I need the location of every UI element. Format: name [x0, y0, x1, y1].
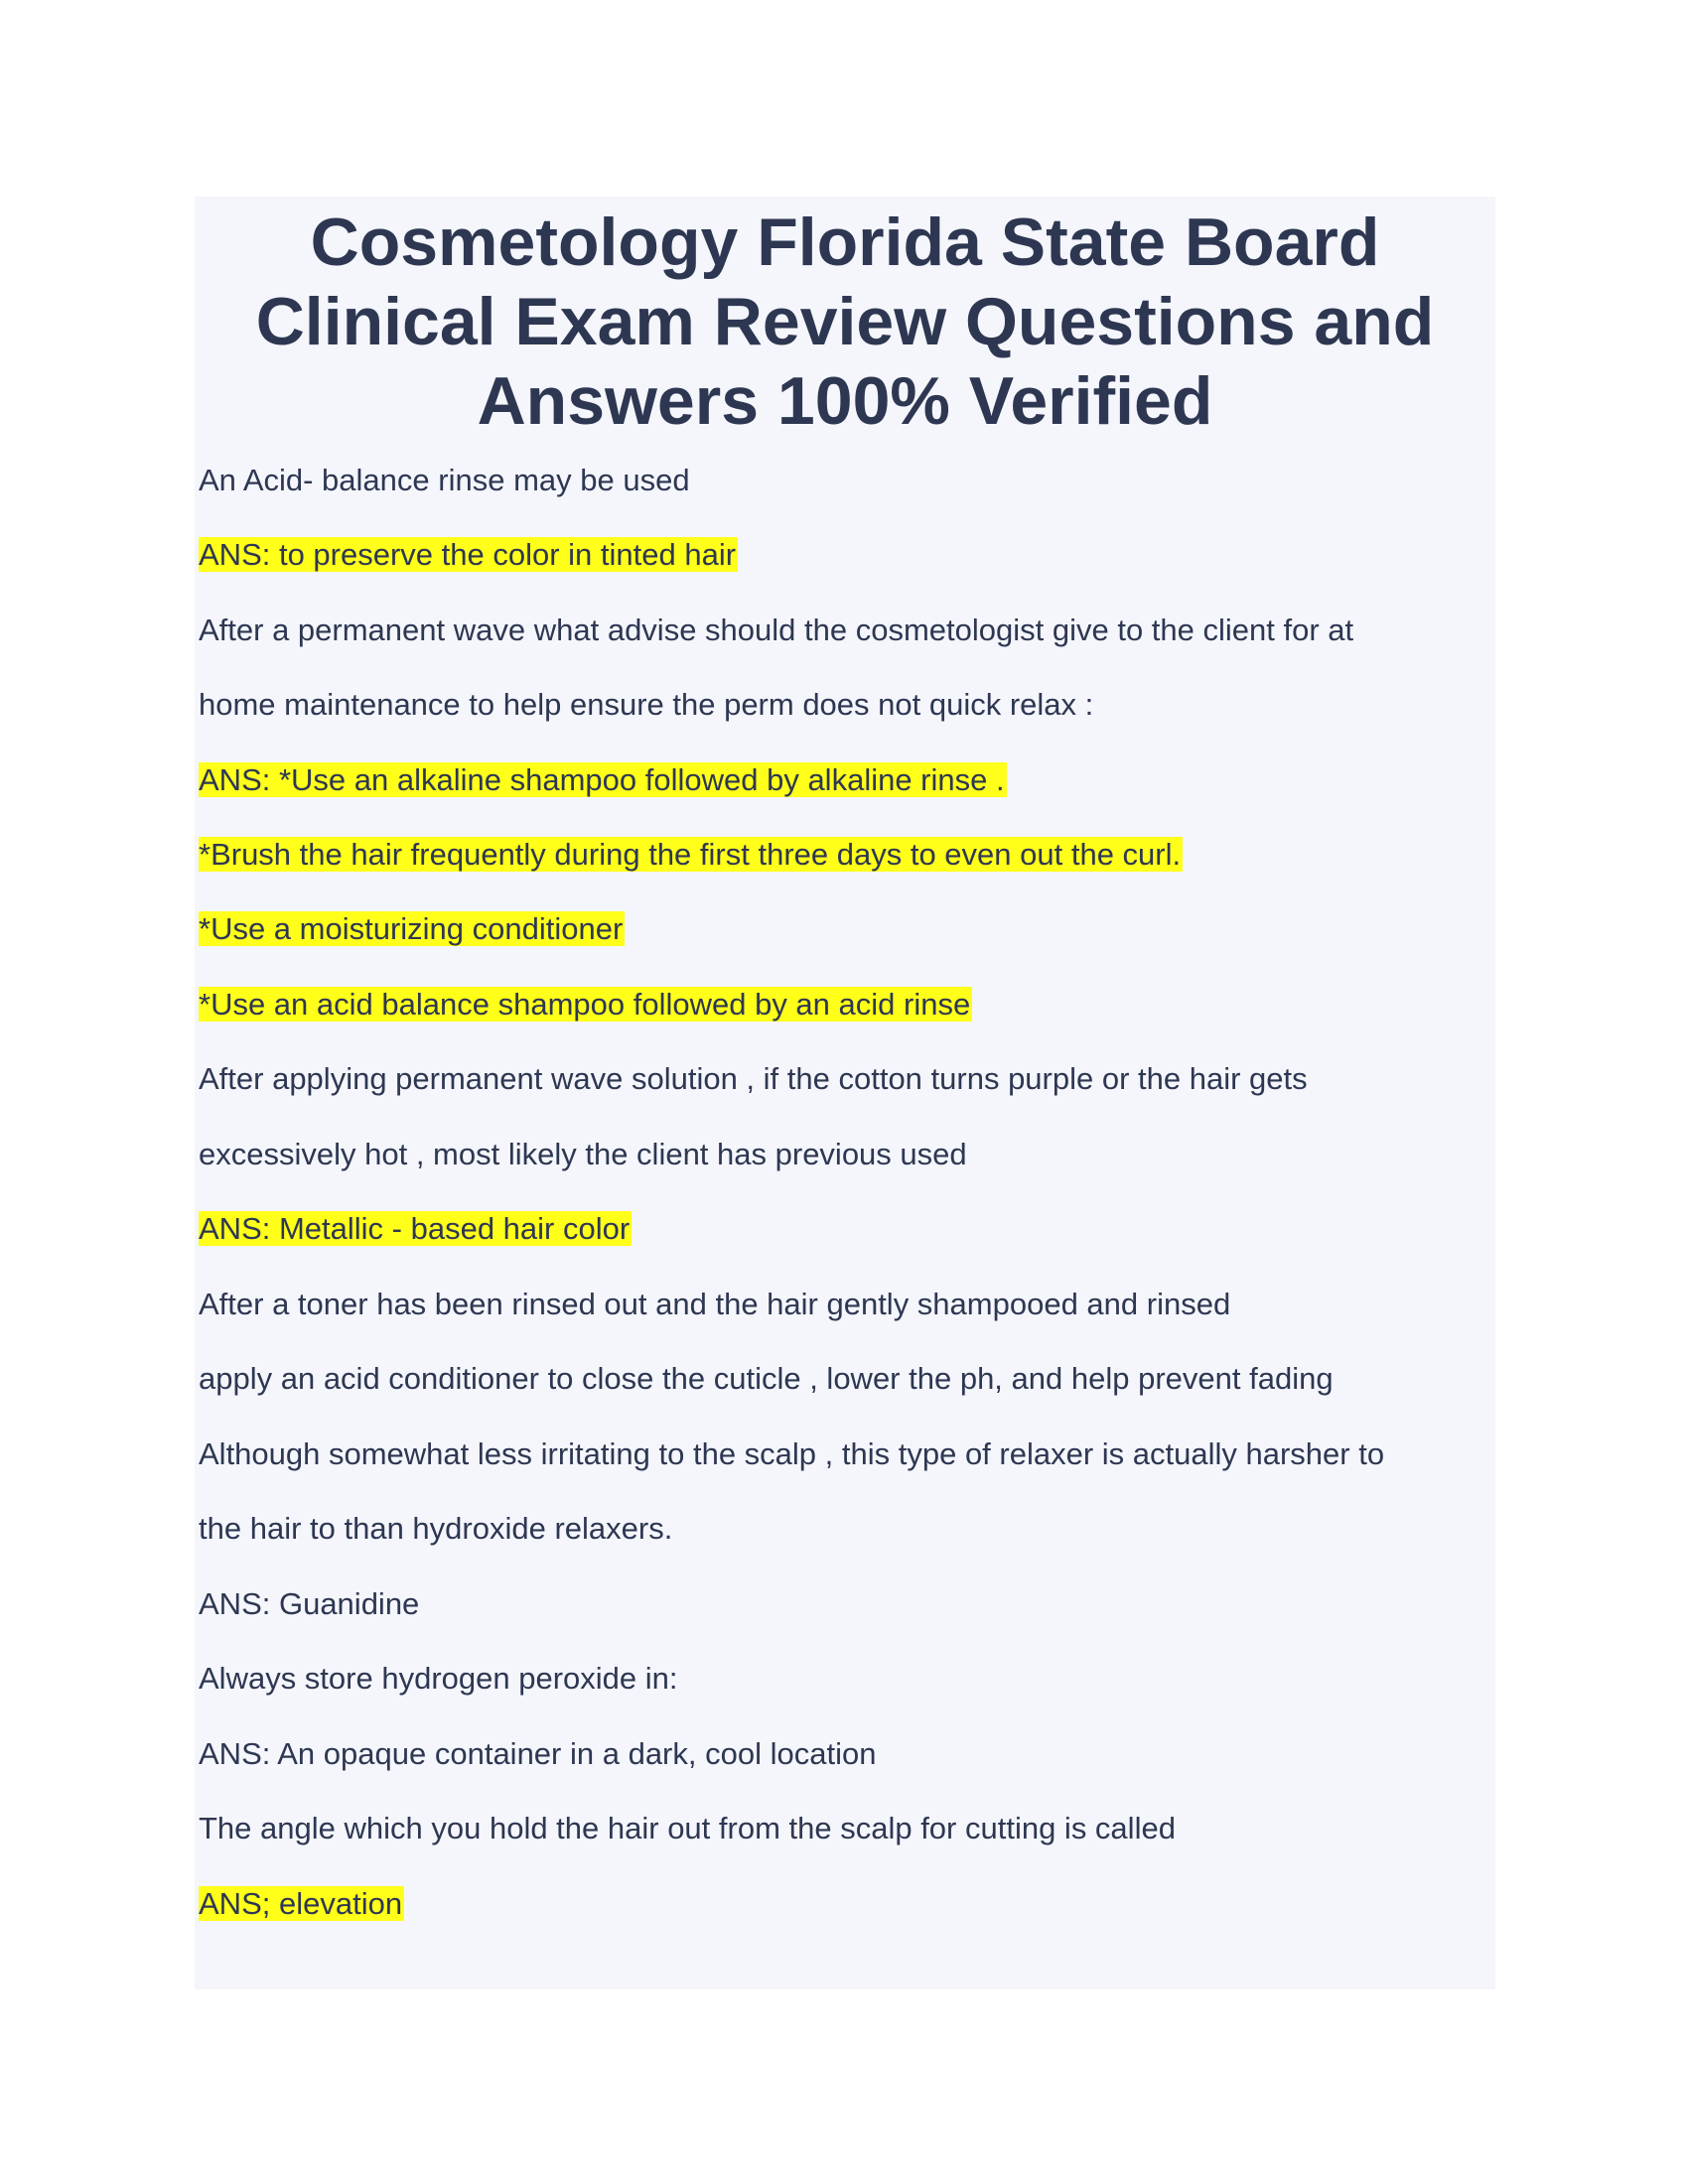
answer-text: ANS: Metallic - based hair color	[199, 1211, 631, 1246]
answer-text: apply an acid conditioner to close the cuticle , lower the ph, and help prevent fading	[199, 1361, 1334, 1396]
title-line-2: Clinical Exam Review Questions and	[255, 284, 1435, 359]
question-text: Although somewhat less irritating to the scalp , this type of relaxer is actually harsher to	[199, 1436, 1385, 1471]
question-text: The angle which you hold the hair out from the scalp for cutting is called	[199, 1811, 1176, 1845]
answer-text: *Use a moisturizing conditioner	[199, 911, 624, 946]
title-line-3: Answers 100% Verified	[477, 363, 1213, 439]
document-panel	[195, 197, 1495, 1989]
question-text: After a toner has been rinsed out and the hair gently shampooed and rinsed	[199, 1287, 1231, 1321]
title-line-1: Cosmetology Florida State Board	[310, 205, 1380, 280]
question-text: After a permanent wave what advise should the cosmetologist give to the client for at	[199, 613, 1354, 647]
document-title	[195, 197, 1495, 441]
answer-text: *Use an acid balance shampoo followed by an acid rinse	[199, 987, 971, 1022]
answer-text: ANS: Guanidine	[199, 1586, 420, 1621]
question-text: Always store hydrogen peroxide in:	[199, 1661, 678, 1696]
answer-text: *Brush the hair frequently during the first three days to even out the curl.	[199, 837, 1182, 872]
question-text: An Acid- balance rinse may be used	[199, 463, 690, 497]
question-text: After applying permanent wave solution , if the cotton turns purple or the hair gets	[199, 1061, 1308, 1096]
question-text: home maintenance to help ensure the perm does not quick relax :	[199, 687, 1094, 722]
answer-text: ANS: *Use an alkaline shampoo followed by alkaline rinse .	[199, 762, 1005, 797]
question-text: the hair to than hydroxide relaxers.	[199, 1511, 673, 1546]
answer-text: ANS: An opaque container in a dark, cool location	[199, 1736, 877, 1771]
answer-text: ANS: to preserve the color in tinted hair	[199, 537, 737, 572]
question-text: excessively hot , most likely the client has previous used	[199, 1137, 967, 1171]
answer-text: ANS; elevation	[199, 1886, 403, 1921]
